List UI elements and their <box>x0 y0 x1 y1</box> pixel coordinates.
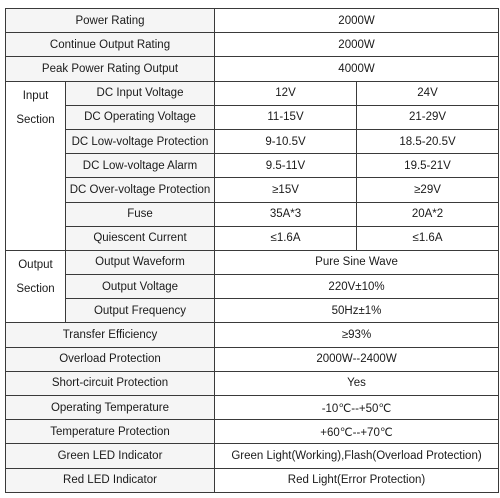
spec-value: Yes <box>215 371 499 395</box>
table-row <box>6 420 499 444</box>
spec-value-24v: 21-29V <box>357 105 499 129</box>
spec-value: 4000W <box>215 57 499 81</box>
table-row <box>6 299 499 323</box>
spec-label: Power Rating <box>6 9 215 33</box>
output-section-line2: Section <box>16 282 55 295</box>
spec-value-12v: 35A*3 <box>215 202 357 226</box>
spec-value-24v: 24V <box>357 81 499 105</box>
spec-value-12v: 11-15V <box>215 105 357 129</box>
spec-value-12v: ≥15V <box>215 178 357 202</box>
spec-label: Short-circuit Protection <box>6 371 215 395</box>
spec-value: 2000W <box>215 33 499 57</box>
table-row <box>6 202 499 226</box>
spec-label: Peak Power Rating Output <box>6 57 215 81</box>
spec-label: Green LED Indicator <box>6 444 215 468</box>
spec-label: Transfer Efficiency <box>6 323 215 347</box>
table-row <box>6 33 499 57</box>
table-row <box>6 154 499 178</box>
spec-value: Green Light(Working),Flash(Overload Protection) <box>215 444 499 468</box>
table-row <box>6 81 499 105</box>
spec-label: Operating Temperature <box>6 396 215 420</box>
table-row <box>6 371 499 395</box>
input-section-line1: Input <box>22 89 49 102</box>
spec-label: Continue Output Rating <box>6 33 215 57</box>
input-section-line2: Section <box>16 113 55 126</box>
input-section-header <box>6 81 66 250</box>
spec-value: 2000W <box>215 9 499 33</box>
spec-value-24v: 19.5-21V <box>357 154 499 178</box>
spec-value: 220V±10% <box>215 275 499 299</box>
table-row <box>6 468 499 492</box>
spec-label: DC Operating Voltage <box>66 105 215 129</box>
spec-label: Temperature Protection <box>6 420 215 444</box>
table-row <box>6 57 499 81</box>
spec-label: Output Waveform <box>66 250 215 274</box>
table-row <box>6 347 499 371</box>
spec-label: DC Input Voltage <box>66 81 215 105</box>
spec-value: -10℃--+50℃ <box>215 396 499 420</box>
spec-value-24v: 18.5-20.5V <box>357 129 499 153</box>
spec-value-12v: 9-10.5V <box>215 129 357 153</box>
spec-label: Fuse <box>66 202 215 226</box>
spec-label: DC Over-voltage Protection <box>66 178 215 202</box>
spec-table <box>5 8 499 493</box>
spec-value-12v: ≤1.6A <box>215 226 357 250</box>
table-row <box>6 323 499 347</box>
spec-label: Red LED Indicator <box>6 468 215 492</box>
spec-value-12v: 9.5-11V <box>215 154 357 178</box>
spec-value: Pure Sine Wave <box>215 250 499 274</box>
spec-value: 50Hz±1% <box>215 299 499 323</box>
output-section-line1: Output <box>18 258 53 271</box>
spec-value: +60℃--+70℃ <box>215 420 499 444</box>
table-row <box>6 105 499 129</box>
spec-value: Red Light(Error Protection) <box>215 468 499 492</box>
spec-value-24v: ≥29V <box>357 178 499 202</box>
table-row <box>6 9 499 33</box>
table-row <box>6 226 499 250</box>
spec-label: DC Low-voltage Alarm <box>66 154 215 178</box>
spec-value-12v: 12V <box>215 81 357 105</box>
spec-label: Quiescent Current <box>66 226 215 250</box>
table-row <box>6 396 499 420</box>
spec-value: 2000W--2400W <box>215 347 499 371</box>
table-row <box>6 129 499 153</box>
spec-label: Output Voltage <box>66 275 215 299</box>
spec-label: Output Frequency <box>66 299 215 323</box>
spec-value: ≥93% <box>215 323 499 347</box>
spec-label: DC Low-voltage Protection <box>66 129 215 153</box>
output-section-header <box>6 250 66 323</box>
table-row <box>6 250 499 274</box>
table-row <box>6 275 499 299</box>
table-row <box>6 178 499 202</box>
spec-value-24v: 20A*2 <box>357 202 499 226</box>
spec-label: Overload Protection <box>6 347 215 371</box>
table-row <box>6 444 499 468</box>
spec-value-24v: ≤1.6A <box>357 226 499 250</box>
